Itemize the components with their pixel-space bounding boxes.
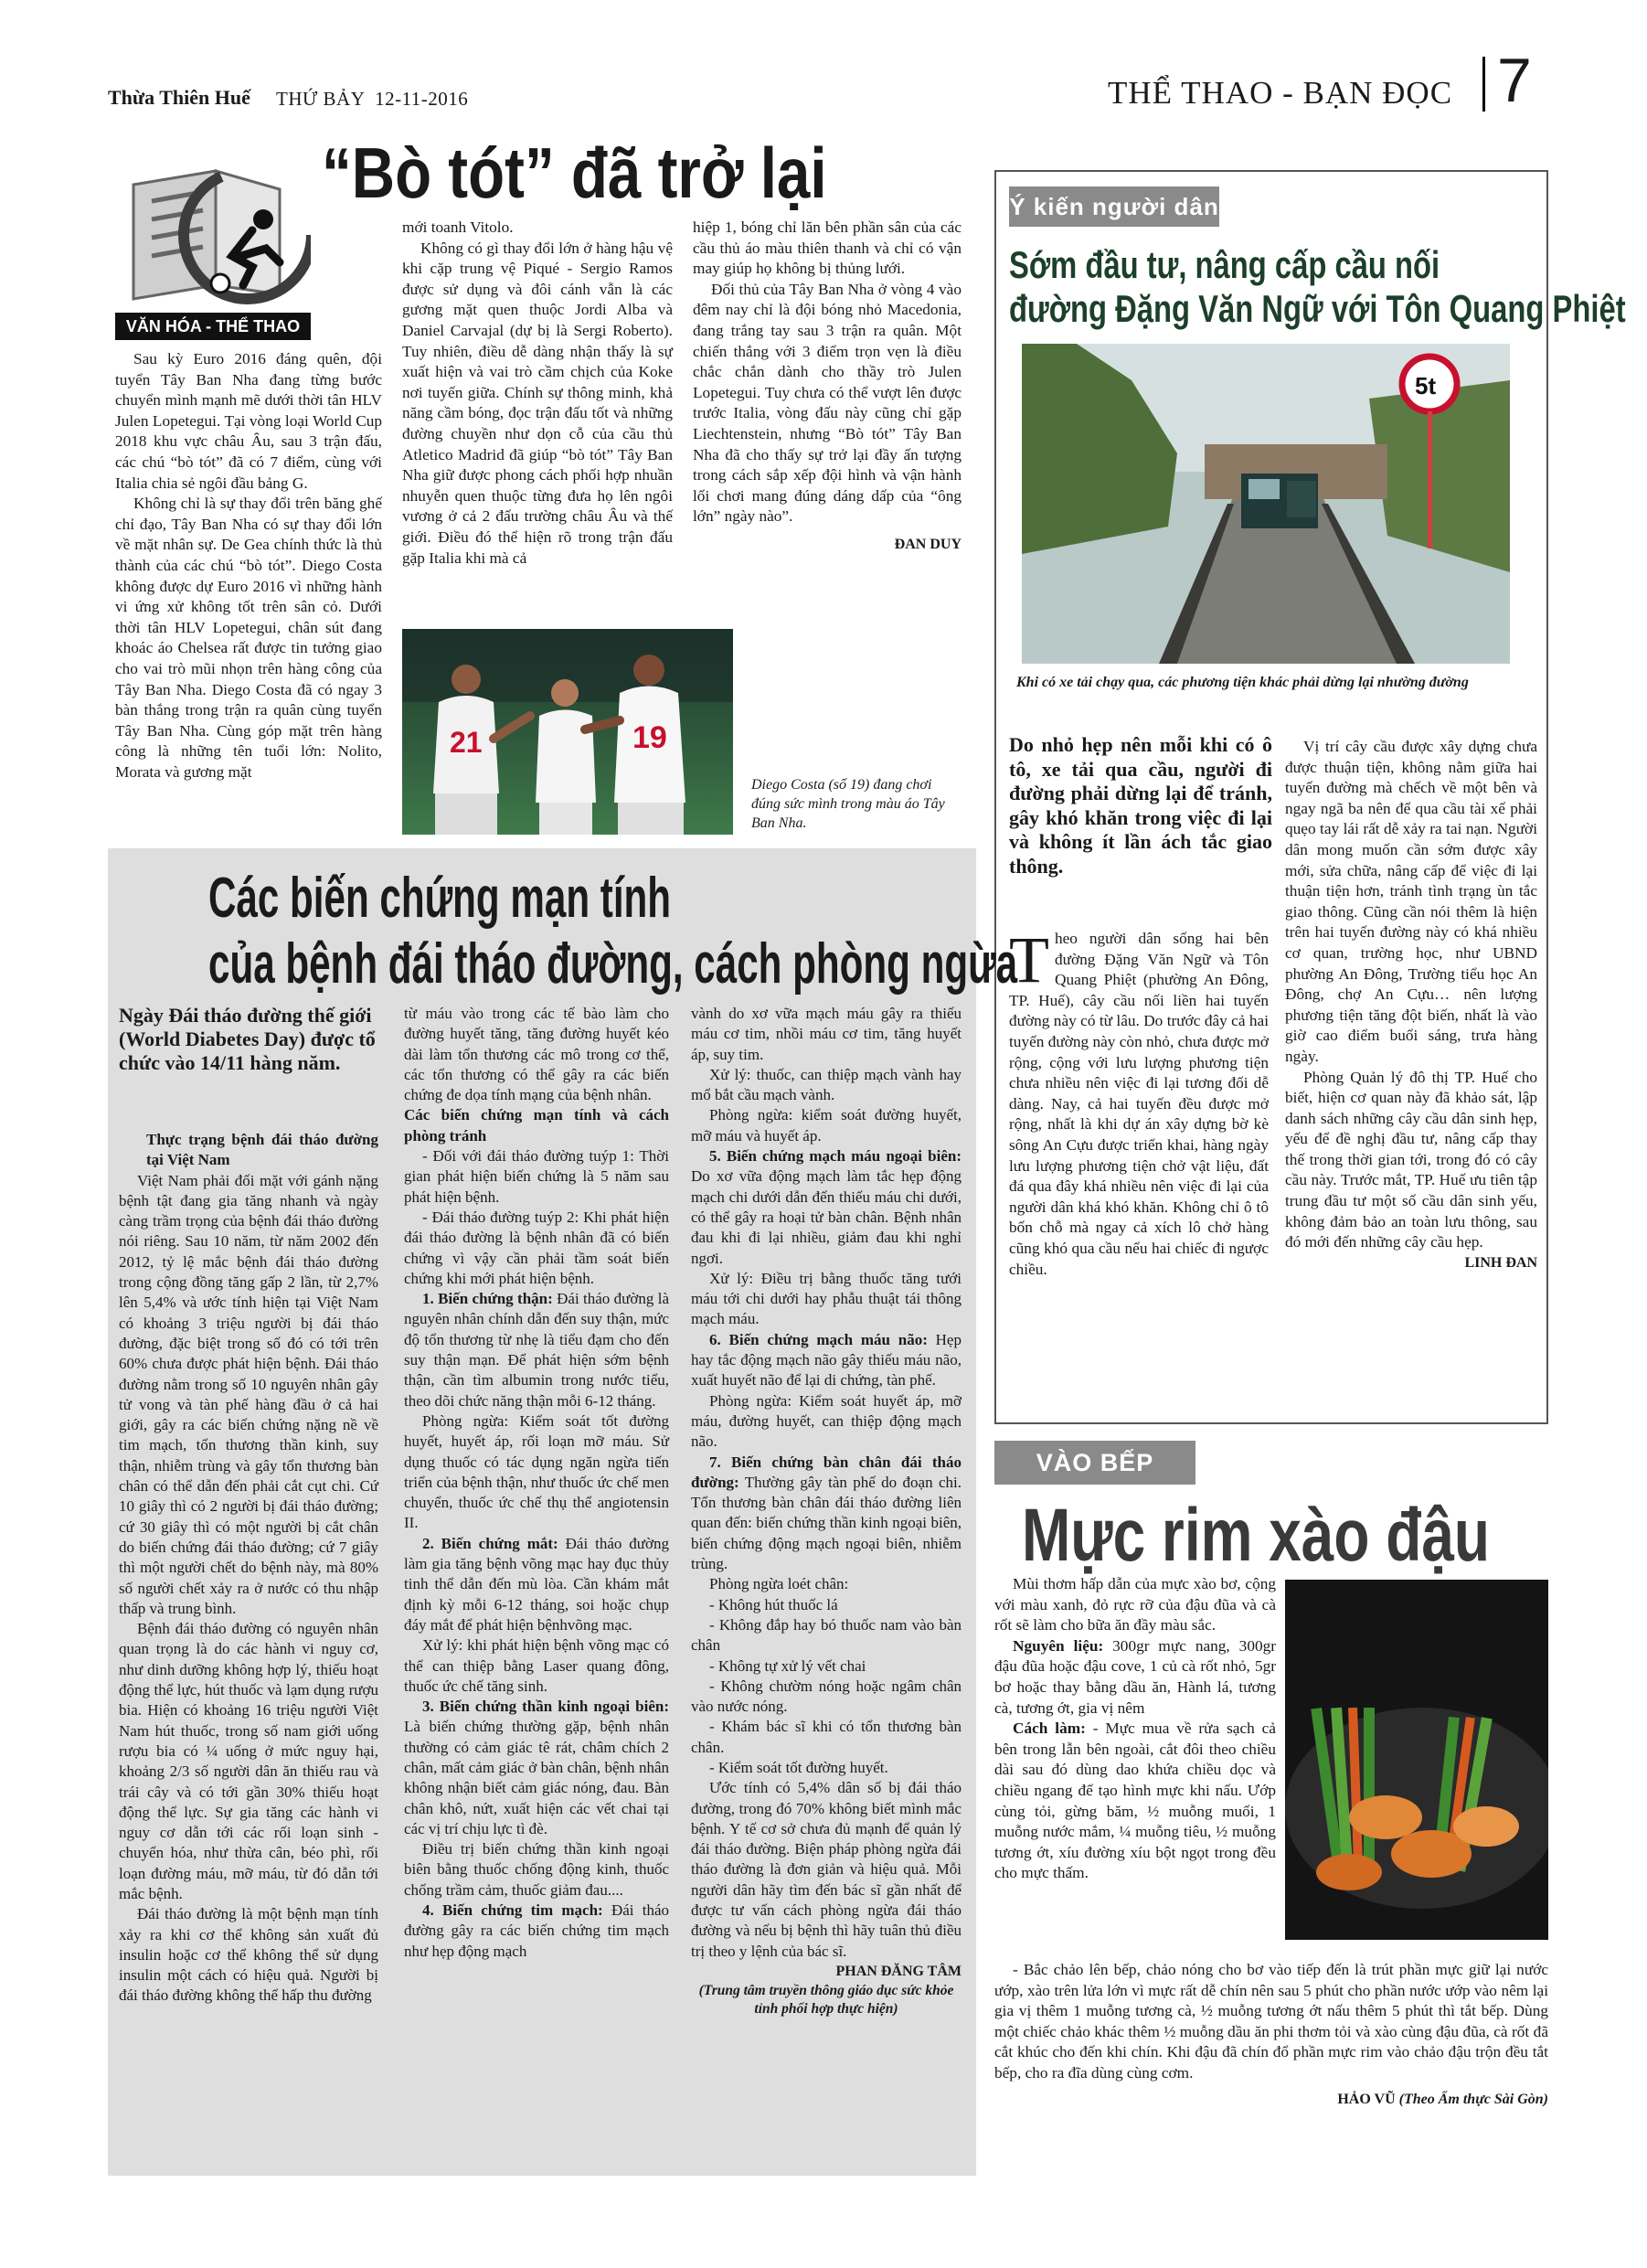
paragraph: 7. Biến chứng bàn chân đái tháo đường: Thường gây tàn phế do đoạn chi. Tổn thương bàn chân đái tháo đường liên quan đến: biến chứng thần kinh ngoại biên, biến chứng động mạch ngoại biên, nhiễm trùng. <box>691 1453 962 1573</box>
paragraph: Việt Nam phải đối mặt với gánh nặng bệnh tật đang gia tăng nhanh và ngày càng trầm trọng của bệnh đái tháo đường nói riêng. Sau 10 năm, từ năm 2002 đến 2012, tỷ lệ mắc bệnh đái tháo đường trong cộng đồng tăng gấp 2 lần, từ 2,7% lên 5,4% và ước tính hiện tại Việt Nam có khoảng 3 triệu người bị đái tháo đường, đặc biệt trong số đó có tới trên 60% chưa được phát hiện bệnh. Đái tháo đường nằm trong số 10 nguyên nhân gây tử vong và tàn phế hàng đầu ở cả hai giới, gây ra các biến chứng nặng nề về tim mạch, tổn thương thần kinh, suy thận, nhiễm trùng và gây tổn thương bàn chân có thể dẫn đến phải cắt cụt chi. Cứ 10 giây thì có 2 người bị đái tháo đường; cứ 30 giây thì có một người bị cắt chân do biến chứng đái tháo đường; cứ 7 giây thì một người chết do bệnh này, mà 80% số người chết xảy ra ở nước có thu nhập thấp và trung bình. <box>119 1171 378 1617</box>
spain-players-image <box>402 629 733 835</box>
paragraph: 1. Biến chứng thận: Đái tháo đường là nguyên nhân chính dẫn đến suy thận, mức độ tổn thương từ nhẹ là tiểu đạm cho đến suy thận mạn. Để phát hiện sớm bệnh thận, cần tìm albumin trong nước tiểu, theo dõi chức năng thận mỗi 6-12 tháng. <box>404 1290 669 1410</box>
byline: LINH ĐAN <box>1464 1254 1537 1271</box>
subheading: Các biến chứng mạn tính và cách phòng tránh <box>404 1106 669 1145</box>
paragraph: Xử lý: thuốc, can thiệp mạch vành hay mổ bắt cầu mạch vành. <box>691 1065 962 1104</box>
diabetes-lead: Ngày Đái tháo đường thế giới (World Diabetes Day) được tổ chức vào 14/11 hàng năm. <box>119 1004 376 1074</box>
truck <box>1241 474 1318 528</box>
bridge-photo <box>1022 344 1510 664</box>
section-logo <box>115 148 311 340</box>
source-note: (Trung tâm truyền thông giáo dục sức khỏe tỉnh phối hợp thực hiện) <box>698 1983 954 2018</box>
paragraph: - Đái tháo đường tuýp 2: Khi phát hiện đái tháo đường là bệnh nhân đã có biến chứng vì vậy cần phải tầm soát biến chứng khi mới phát hiện bệnh. <box>404 1208 669 1287</box>
bridge-photo-caption: Khi có xe tải chạy qua, các phương tiện khác phải dừng lại nhường đường <box>1016 675 1469 690</box>
recipe-photo <box>1285 1580 1548 1940</box>
paragraph: Đối thủ của Tây Ban Nha ở vòng 4 vào đêm nay chỉ là đội bóng nhỏ Macedonia, đang trắng tay sau 3 trận ra quân. Một chiến thắng với 3 điểm trọn vẹn là điều chắc chắn dành cho thầy trò Julen Lopetegui. Tuy chưa có thể vượt lên được trước Italia, vòng đấu này cũng chỉ gặp Liechtenstein, nhưng “Bò tót” Tây Ban Nha đã cho thấy sự trở lại đầy ấn tượng trong cách sắp xếp đội hình và vận hành lối chơi mang đúng dáng dấp của “ông lớn” ngày nào”. <box>693 280 962 526</box>
paragraph: 5. Biến chứng mạch máu ngoại biên: Do xơ vữa động mạch làm tắc hẹp động mạch chi dưới dẫn đến thiếu máu chi dưới, có thể gây ra hoại tử bàn chân. Bệnh nhân đau khi đi lại nhiều, giảm đau khi nghỉ ngơi. <box>691 1147 962 1267</box>
paragraph: từ máu vào trong các tế bào làm cho đường huyết tăng, tăng đường huyết kéo dài làm tổn thương các mô trong cơ thể, các tổn thương có thể gây ra các biến chứng đe dọa tính mạng của bệnh nhân. <box>404 1005 669 1104</box>
football-col-1 <box>115 349 382 783</box>
list-item: - Không hút thuốc lá <box>709 1595 838 1613</box>
paragraph: Vị trí cây cầu được xây dựng chưa được thuận tiện, không nằm giữa hai tuyến đường mà chếch về một bên và ngay ngã ba nên để qua cầu tài xế phải quẹo tay lái rất dễ xảy ra tai nạn. Người dân mong muốn cần sớm được xây mới, sửa chữa, nâng cấp để việc đi lại thuận tiện hơn, tránh tình trạng ùn tắc giao thông. Cũng cần nói thêm là hiện trên hai tuyến đường này có khá nhiều cơ quan, trường học, như UBND phường An Đông, Trường tiểu học An Đông, chợ An Cựu… nên lượng phương tiện tăng đột biến, nhất là vào giờ cao điểm buổi sáng, trưa hàng ngày. <box>1285 738 1537 1065</box>
weight-limit-sign: 5t <box>1415 372 1437 399</box>
paragraph: mới toanh Vitolo. <box>402 218 514 236</box>
paper-name: Thừa Thiên Huế <box>108 86 250 109</box>
paragraph: 3. Biến chứng thần kinh ngoại biên: Là biến chứng thường gặp, bệnh nhân thường có cảm giác tê rát, châm chích 2 chân, mất cảm giác ở bàn chân, bệnh nhân không nhận biết cảm giác nóng, đau. Bàn chân khô, nứt, xuất hiện các vết chai tại các vị trí chịu lực tì đè. <box>404 1698 669 1837</box>
paragraph: - Đối với đái tháo đường tuýp 1: Thời gian phát hiện biến chứng là 5 năm sau phát hiện bệnh. <box>404 1147 669 1206</box>
readers-tag: Ý kiến người dân <box>1009 186 1219 227</box>
drop-cap: T <box>1009 923 1049 996</box>
football-col-3 <box>693 218 962 556</box>
page-number: 7 <box>1497 46 1532 115</box>
paragraph: 4. Biến chứng tim mạch: Đái tháo đường gây ra các biến chứng tim mạch như hẹp động mạch <box>404 1901 669 1960</box>
diabetes-col-2 <box>404 1004 669 1962</box>
jersey-number: 21 <box>450 726 483 759</box>
paragraph: Không có gì thay đổi lớn ở hàng hậu vệ khi cặp trung vệ Piqué - Sergio Ramos được sử dụng và đôi cánh vẫn là các gương mặt quen thuộc Jordi Alba và Daniel Carvajal (dự bị là Sergi Roberto). Tuy nhiên, điều dễ dàng nhận thấy là sự xuất hiện và vai trò cầm chịch của Koke nơi tuyến giữa. Chính sự thông minh, khả năng cầm bóng, đọc trận đấu tốt và những đường chuyền như dọn cỗ của cầu thủ Atletico Madrid đã giúp “bò tót” Tây Ban Nha giữ được phong cách phối hợp nhuần nhuyễn quen thuộc từng đưa họ lên ngôi vương ở cả 2 đấu trường châu Âu và thế giới. Điều đó thể hiện rõ trong trận đấu gặp Italia khi mà cả <box>402 239 673 567</box>
diabetes-col-3 <box>691 1004 962 2018</box>
paragraph: Phòng ngừa: Kiểm soát huyết áp, mỡ máu, đường huyết, can thiệp động mạch não. <box>691 1391 962 1451</box>
paragraph: Theo người dân sống hai bên đường Đặng Văn Ngữ và Tôn Quang Phiệt (phường An Đông, TP. Huế), cây cầu nối liền hai tuyến đường này có từ lâu. Do trước đây cả hai tuyến đường này còn nhỏ, chưa được mở rộng, cộng với lưu lượng phương tiện chưa nhiều nên việc đi lại tương đối dễ dàng. Nay, cả hai tuyến đều được mở rộng, nhất là khi dự án xây dựng bờ kè sông An Cựu được triển khai, hàng ngày lưu lượng phương tiện chở vật liệu, đất đá qua đây khá nhiều nên việc đi lại của người dân khá khó khăn. Không chỉ ô tô bốn chỗ mà ngay cả xích lô chở hàng cũng khó qua cầu nếu hai chiếc đi ngược chiều. <box>1009 923 1269 1278</box>
recipe-author: HẢO VŨ <box>1337 2091 1396 2107</box>
byline: PHAN ĐĂNG TÂM <box>835 1963 962 1979</box>
jersey-number: 19 <box>632 720 667 755</box>
football-photo-caption: Diego Costa (số 19) đang chơi đúng sức mình trong màu áo Tây Ban Nha. <box>751 777 945 831</box>
list-item: - Kiểm soát tốt đường huyết. <box>709 1758 888 1776</box>
readers-col-2 <box>1285 737 1537 1273</box>
diabetes-col-1 <box>119 1130 378 2007</box>
paragraph: - Bắc chảo lên bếp, chảo nóng cho bơ vào tiếp đến là trút phần mực giữ lại nước ướp, xào trên lửa lớn vì mực rất dễ chín nên sau 5 phút cho phần nước ướp vào nêm lại gia vị thêm 1 muỗng tương cà, ½ muỗng tương ớt nấu thêm 5 phút thì tắt bếp. Dùng một chiếc chảo khác thêm ½ muỗng dầu ăn phi thơm tỏi và xào cùng đậu đũa, cà rốt đã cắt khúc cho đến khi chín. Khi đậu đã chín đổ phần mực rim vào chảo đậu trộn đều tắt bếp, cho ra đĩa dùng cùng cơm. <box>994 1961 1548 2082</box>
list-item: - Không đắp hay bó thuốc nam vào bàn chân <box>691 1615 962 1655</box>
header-divider <box>1482 57 1485 112</box>
paragraph: Sau kỳ Euro 2016 đáng quên, đội tuyển Tây Ban Nha đang từng bước chuyển mình mạnh mẽ dưới thời tân HLV Julen Lopetegui. Tại vòng loại World Cup 2018 khu vực châu Âu, sau 3 trận đấu, các chú “bò tót” đã có 7 điểm, cùng với Italia chia sẻ ngôi đầu bảng G. <box>115 350 382 492</box>
diabetes-headline-1: Các biến chứng mạn tính <box>208 867 672 930</box>
football-headline: “Bò tót” đã trở lại <box>322 133 827 213</box>
recipe-source: (Theo Ẩm thực Sài Gòn) <box>1398 2091 1548 2107</box>
issue-date: THỨ BẢY 12-11-2016 <box>276 88 469 110</box>
paragraph: Nguyên liệu: 300gr mực nang, 300gr đậu đũa hoặc đậu cove, 1 củ cà rốt nhỏ, 5gr bơ hoặc thay bằng dầu ăn, Hành lá, tương cà, tương ớt, gia vị nêm <box>994 1636 1276 1717</box>
readers-lead: Do nhỏ hẹp nên mỗi khi có ô tô, xe tải qua cầu, người đi đường phải dừng lại để tránh, gây khó khăn trong việc đi lại và không ít lần ách tắc giao thông. <box>1009 733 1272 878</box>
list-item: - Không tự xử lý vết chai <box>709 1656 866 1675</box>
paragraph: Phòng Quản lý đô thị TP. Huế cho biết, hiện cơ quan này đã khảo sát, lập danh sách những cây cầu dân sinh hẹp, yếu để đề nghị đầu tư, nâng cấp thay thế trong thời gian tới, trong đó có cây cầu này. Trước mắt, TP. Huế ưu tiên tập trung đầu tư một số cầu dân sinh yếu, không đảm bảo an toàn lưu thông, sau đó mới đến những cây cầu hẹp. <box>1285 1068 1537 1251</box>
paragraph: Không chỉ là sự thay đổi trên băng ghế chỉ đạo, Tây Ban Nha có sự thay đổi lớn về mặt nhân sự. De Gea chính thức là thủ thành của các chú “bò tót”. Diego Costa không được dự Euro 2016 vì những hành vi ứng xử không tốt trên sân cỏ. Dưới thời tân HLV Lopetegui, chân sút đang khoác áo Chelsea rất được tin tưởng giao cho vai trò mũi nhọn trên hàng công của Tây Ban Nha. Diego Costa đã có ngay 3 bàn thắng trong trận ra quân cùng tuyển Tây Ban Nha. Cùng góp mặt trên hàng công là những tên tuổi lớn: Nolito, Morata và gương mặt <box>115 495 382 781</box>
paragraph: Mùi thơm hấp dẫn của mực xào bơ, cộng với màu xanh, đỏ rực rỡ của đậu đũa và cà rốt sẽ làm cho bữa ăn đầy màu sắc. <box>994 1575 1276 1634</box>
list-item: - Khám bác sĩ khi có tổn thương bàn chân. <box>691 1718 962 1756</box>
paragraph: hiệp 1, bóng chỉ lăn bên phần sân của các cầu thủ áo màu thiên thanh và chỉ có vận may giúp họ không bị thủng lưới. <box>693 218 962 278</box>
paragraph: Đái tháo đường là một bệnh mạn tính xảy ra khi cơ thể không sản xuất đủ insulin hoặc cơ thể không thể sử dụng insulin một cách có hiệu quả. Người bị đái tháo đường không thể hấp thu đường <box>119 1905 378 2005</box>
section-logo-label: VĂN HÓA - THỂ THAO <box>115 313 311 340</box>
paragraph: 2. Biến chứng mắt: Đái tháo đường làm gia tăng bệnh võng mạc hay đục thủy tinh thể dẫn đến mù lòa. Cần khám mắt định kỳ mỗi 6-12 tháng, soi hoặc chụp đáy mắt để phát hiện bệnhvõng mạc. <box>404 1534 669 1634</box>
readers-col-1 <box>1009 923 1269 1280</box>
player-figure <box>536 679 596 835</box>
recipe-col <box>994 1574 1276 1884</box>
squid-dish-image <box>1285 1580 1548 1940</box>
paragraph: Cách làm: - Mực mua về rửa sạch cả bên trong lẫn bên ngoài, cắt đôi theo chiều dài sau đó dùng dao khứa chiều dọc và chiều ngang để tạo hình mực khi nấu. Ướp cùng tỏi, gừng băm, ½ muỗng muối, 1 muỗng nước mắm, ¼ muỗng tiêu, ½ muỗng tương ớt, xíu đường xíu bột ngọt trong đều cho mực thấm. <box>994 1720 1276 1882</box>
paragraph: Phòng ngừa: Kiểm soát tốt đường huyết, huyết áp, rối loạn mỡ máu. Sử dụng thuốc có tác dụng ngăn ngừa tiến triển của bệnh thận, như thuốc ức chế men chuyển, thuốc ức chế thụ thể angiotensin II. <box>404 1411 669 1532</box>
culture-sport-logo-icon <box>115 148 311 340</box>
list-item: - Không chườm nóng hoặc ngâm chân vào nước nóng. <box>691 1677 962 1716</box>
section-title: THỂ THAO - BẠN ĐỌC <box>1108 75 1453 111</box>
football-photo <box>402 629 733 835</box>
paragraph: Ước tính có 5,4% dân số bị đái tháo đường, trong đó 70% không biết mình mắc bệnh. Y tế cơ sở chưa đủ mạnh để quản lý đái tháo đường. Biện pháp phòng ngừa đái tháo đường là đơn giản và hiệu quả. Mỗi người dân hãy tìm đến bác sĩ gần nhất để được tư vấn cách phòng ngừa đái tháo đường và nếu bị bệnh thì hãy tuân thủ điều trị theo y lệnh của bác sĩ. <box>691 1779 962 1960</box>
readers-headline-2: đường Đặng Văn Ngữ với Tôn Quang Phiệt <box>1009 287 1626 330</box>
byline <box>994 2090 1548 2111</box>
byline: ĐAN DUY <box>894 536 962 552</box>
recipe-method-continued <box>994 1960 1548 2110</box>
paragraph: Xử lý: khi phát hiện bệnh võng mạc có thể can thiệp bằng Laser quang đông, thuốc ức chế tăng sinh. <box>404 1636 669 1695</box>
diabetes-headline-2: của bệnh đái tháo đường, cách phòng ngừa <box>208 932 1018 996</box>
paragraph: Điều trị biến chứng thần kinh ngoại biên bằng thuốc chống động kinh, thuốc chống trầm cảm, thuốc giảm đau.... <box>404 1840 669 1899</box>
recipe-tag: VÀO BẾP <box>994 1441 1195 1485</box>
paragraph: Xử lý: Điều trị bằng thuốc tăng tưới máu tới chi dưới hay phẫu thuật tái thông mạch máu. <box>691 1269 962 1328</box>
paragraph: 6. Biến chứng mạch máu não: Hẹp hay tắc động mạch não gây thiếu máu não, xuất huyết não để lại di chứng, tàn phế. <box>691 1330 962 1390</box>
recipe-headline: Mực rim xào đậu <box>1022 1494 1490 1577</box>
paragraph: vành do xơ vữa mạch máu gây ra thiếu máu cơ tim, nhồi máu cơ tim, tăng huyết áp, suy tim. <box>691 1005 962 1063</box>
paragraph: Phòng ngừa loét chân: <box>709 1575 849 1593</box>
bridge-truck-image <box>1022 344 1510 664</box>
paragraph: Phòng ngừa: kiểm soát đường huyết, mỡ máu và huyết áp. <box>691 1106 962 1145</box>
football-col-2 <box>402 218 673 569</box>
readers-headline-1: Sớm đầu tư, nâng cấp cầu nối <box>1009 243 1440 286</box>
subheading: Thực trạng bệnh đái tháo đường tại Việt Nam <box>146 1131 378 1169</box>
paragraph: Bệnh đái tháo đường có nguyên nhân quan trọng là do các hành vi nguy cơ, như dinh dưỡng không hợp lý, thiếu hoạt động thể lực, hút thuốc và lạm dụng rượu bia. Hiện có khoảng 16 triệu người Việt Nam hút thuốc, trong số nam giới uống rượu bia có ¼ uống ở mức nguy hại, khoảng 2/3 số người dân ăn thiếu rau và trái cây và có tới gần 30% thiếu hoạt động thể lực. Sự gia tăng các hành vi nguy cơ dẫn tới các rối loạn sinh - chuyển hóa, như thừa cân, béo phì, rối loạn đường máu, mỡ máu, từ đó dẫn tới mắc bệnh. <box>119 1620 378 1902</box>
